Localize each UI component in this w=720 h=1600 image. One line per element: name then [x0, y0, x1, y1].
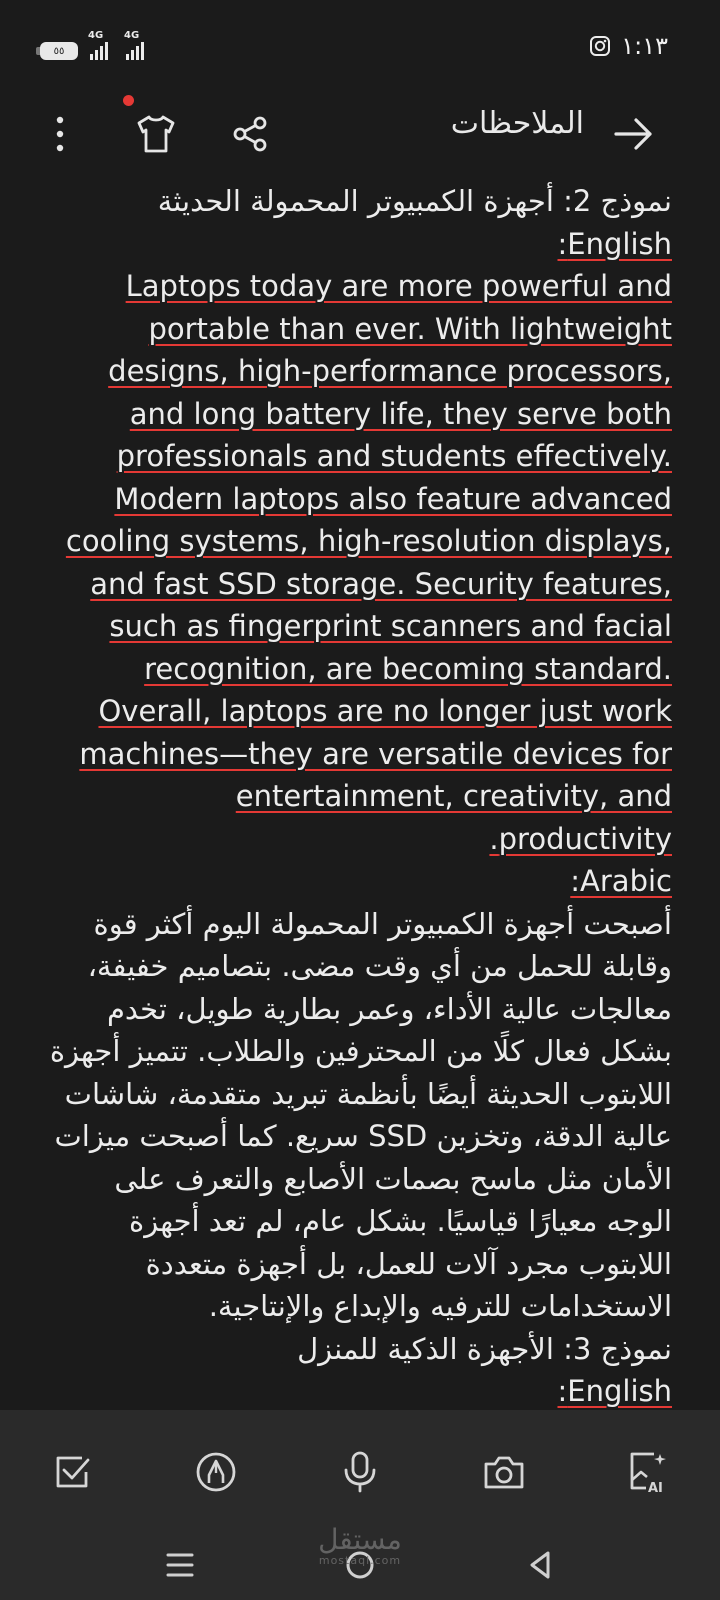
network-type-label: 4G: [88, 30, 104, 41]
camera-icon: [482, 1452, 526, 1492]
microphone-icon: [340, 1450, 380, 1494]
watermark-url: mostaql.com: [318, 1554, 402, 1567]
menu-icon: [164, 1550, 196, 1580]
note-label: English:: [557, 226, 672, 261]
watermark: [305, 1525, 415, 1567]
theme-button[interactable]: [128, 106, 184, 162]
note-paragraph-arabic: أصبحت أجهزة الكمبيوتر المحمولة اليوم أكثر قوة وقابلة للحمل من أي وقت مضى. بتصاميم خفيفة، معالجات عالية الأداء، وعمر بطارية طويل، تخدم بشكل فعال كلًا من المحترفين والطلاب. تتميز أجهزة اللابتوب الحديثة أيضًا بأنظمة تبريد متقدمة، شاشات عالية الدقة، وتخزين SSD سريع. كما أصبحت ميزات الأمان مثل ماسح بصمات الأصابع والتعرف على الوجه معيارًا قياسيًا. بشكل عام، لم تعد أجهزة اللابتوب مجرد آلات للعمل، بل أجهزة متعددة الاستخدامات للترفيه والإبداع والإنتاجية.: [49, 906, 672, 1323]
share-icon: [230, 114, 270, 154]
clock: ١:١٣: [621, 32, 668, 60]
ai-image-icon: [626, 1450, 670, 1494]
app-bar: [0, 92, 720, 176]
back-nav-button[interactable]: [512, 1540, 568, 1590]
triangle-back-icon: [524, 1549, 556, 1581]
status-indicators: [40, 30, 150, 60]
more-vertical-icon: [54, 114, 66, 154]
note-label: Arabic:: [570, 864, 672, 898]
watermark-logo-text: مستقل: [318, 1523, 402, 1556]
ai-image-button[interactable]: [620, 1444, 676, 1500]
recent-apps-button[interactable]: [152, 1540, 208, 1590]
svg-text:AI: AI: [648, 1481, 663, 1494]
battery-level: ٥٥: [53, 45, 65, 57]
note-heading: نموذج 3: الأجهزة الذكية للمنزل: [297, 1331, 672, 1366]
camera-button[interactable]: [476, 1444, 532, 1500]
note-paragraph-english: Laptops today are more powerful and portable than ever. With lightweight designs, high-performance processors, and long battery life, they serve both professionals and students effectively. Modern laptops also feature advanced cooling systems, high-resolution displays, and fast SSD storage. Security features, such as fingerprint scanners and facial recognition, are becoming standard. Overall, laptops are no longer just work machines—they are versatile devices for entertainment, creativity, and productivity.: [65, 269, 672, 856]
network-type-label: 4G: [124, 30, 140, 41]
pen-icon: [195, 1451, 237, 1493]
back-button[interactable]: [606, 106, 662, 162]
page-title: الملاحظات: [450, 106, 584, 141]
bottom-toolbar: [0, 1410, 720, 1530]
more-options-button[interactable]: [32, 106, 88, 162]
status-bar: [0, 0, 720, 92]
note-label: English:: [557, 1374, 672, 1408]
instagram-icon: [589, 35, 611, 57]
voice-record-button[interactable]: [332, 1444, 388, 1500]
arrow-right-icon: [612, 116, 656, 152]
drawing-button[interactable]: [188, 1444, 244, 1500]
checklist-button[interactable]: [44, 1444, 100, 1500]
shirt-icon: [135, 114, 177, 154]
share-button[interactable]: [222, 106, 278, 162]
battery-icon: [40, 42, 78, 60]
signal-icon: [124, 30, 150, 60]
signal-icon: [88, 30, 114, 60]
notification-dot: [123, 95, 134, 106]
note-body[interactable]: [48, 180, 672, 1410]
checkbox-icon: [52, 1452, 92, 1492]
status-time-group: [589, 32, 668, 60]
note-heading: نموذج 2: أجهزة الكمبيوتر المحمولة الحديثة: [157, 184, 672, 218]
